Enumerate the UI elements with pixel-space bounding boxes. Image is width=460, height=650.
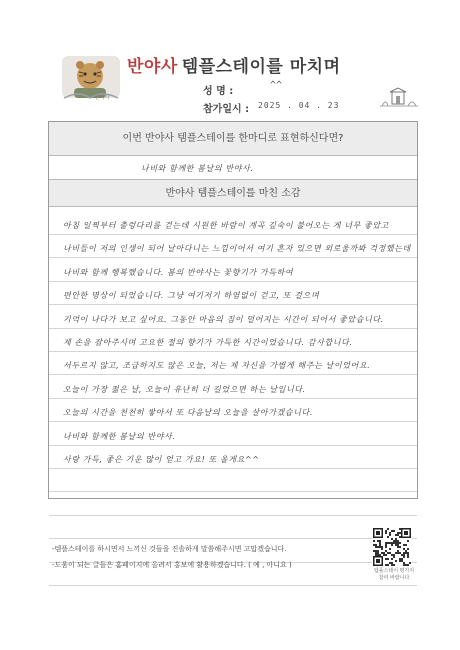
one-line-question: 이번 반야사 템플스테이를 한마디로 표현하신다면? xyxy=(49,122,417,156)
title-rest: 템플스테이를 마치며 xyxy=(181,57,341,77)
date-label: 참가일시 : xyxy=(203,104,250,115)
name-label: 성 명 : xyxy=(203,86,234,97)
ruled-line xyxy=(49,374,417,375)
review-line-text: 나비와 함께한 봄날의 반야사. xyxy=(63,431,176,441)
ruled-line xyxy=(49,234,417,235)
logo-caption: 반야사 xyxy=(95,95,110,101)
review-line-text: 아침 일찍부터 출렁다리를 걷는데 시원한 바람이 계곡 깊숙이 불어오는 게 너무 좋았고 xyxy=(63,221,390,230)
ruled-line xyxy=(49,468,417,469)
brand-name: 반야사 xyxy=(127,57,178,77)
ruled-line xyxy=(49,328,417,329)
one-line-answer[interactable]: 나비와 함께한 봄날의 반야사. xyxy=(141,164,254,173)
qr-code-icon[interactable] xyxy=(372,527,412,567)
qr-caption-2: 참여 바랍니다 xyxy=(378,575,410,581)
footer-note-consent: -도움이 되는 글들은 홈페이지에 올려서 홍보에 활용하겠습니다. ( 예 , 아니요 ) xyxy=(52,561,292,569)
qr-caption: 템플스테이 평가지 xyxy=(373,568,415,574)
ruled-line xyxy=(49,491,417,492)
review-heading: 반야사 템플스테이를 마친 소감 xyxy=(49,179,417,207)
review-line-text: 오늘이 가장 젊은 날, 오늘이 유난히 더 길었으면 하는 날입니다. xyxy=(63,384,306,394)
ruled-line xyxy=(49,304,417,305)
ruled-line xyxy=(49,515,417,516)
ruled-line xyxy=(49,538,417,539)
review-frame xyxy=(48,121,418,499)
ruled-line xyxy=(49,257,417,258)
page-title xyxy=(127,52,341,77)
ruled-line xyxy=(49,421,417,422)
review-line-text: 나비들이 저의 인생이 되어 날아다니는 느낌이어서 여기 혼자 있으면 외로울까봐 걱정했는데 xyxy=(63,244,411,254)
ruled-line xyxy=(49,398,417,399)
review-line-text: 나비와 함께 행복했습니다. 봄의 반야사는 꽃향기가 가득하여 xyxy=(63,267,294,277)
review-line-text: 편안한 명상이 되었습니다. 그냥 여기저기 하염없이 걷고, 또 걸으며 xyxy=(63,291,320,301)
ruled-line xyxy=(49,351,417,352)
review-line-text: 기억이 나다가 보고 싶어요. 그동안 마음의 짐이 덜어지는 시간이 되어서 좋았습니다. xyxy=(63,314,384,324)
temple-bell-icon xyxy=(380,86,418,110)
review-line-text: 오늘의 시간을 천천히 쌓아서 또 다음날의 오늘을 살아가겠습니다. xyxy=(63,408,313,418)
tiger-logo-icon xyxy=(60,52,122,104)
footer-note-honesty: -템플스테이를 하시면서 느끼신 것들을 진솔하게 말씀해주시면 고맙겠습니다. xyxy=(52,545,287,553)
review-line-text: 사랑 가득, 좋은 기운 많이 얻고 가요! 또 올게요^^ xyxy=(63,455,260,464)
ruled-line xyxy=(49,281,417,282)
date-value: 2025 . 04 . 23 xyxy=(258,101,340,110)
ruled-line xyxy=(49,585,417,586)
name-value: ^^ xyxy=(270,80,283,91)
review-line-text: 서두르지 않고, 조급하지도 않은 오늘, 저는 제 자신을 가볍게 해주는 날이었어요. xyxy=(63,361,371,371)
review-line-text: 제 손을 잡아주시며 고요한 절의 향기가 가득한 시간이었습니다. 감사합니다. xyxy=(63,338,353,347)
ruled-line xyxy=(49,445,417,446)
